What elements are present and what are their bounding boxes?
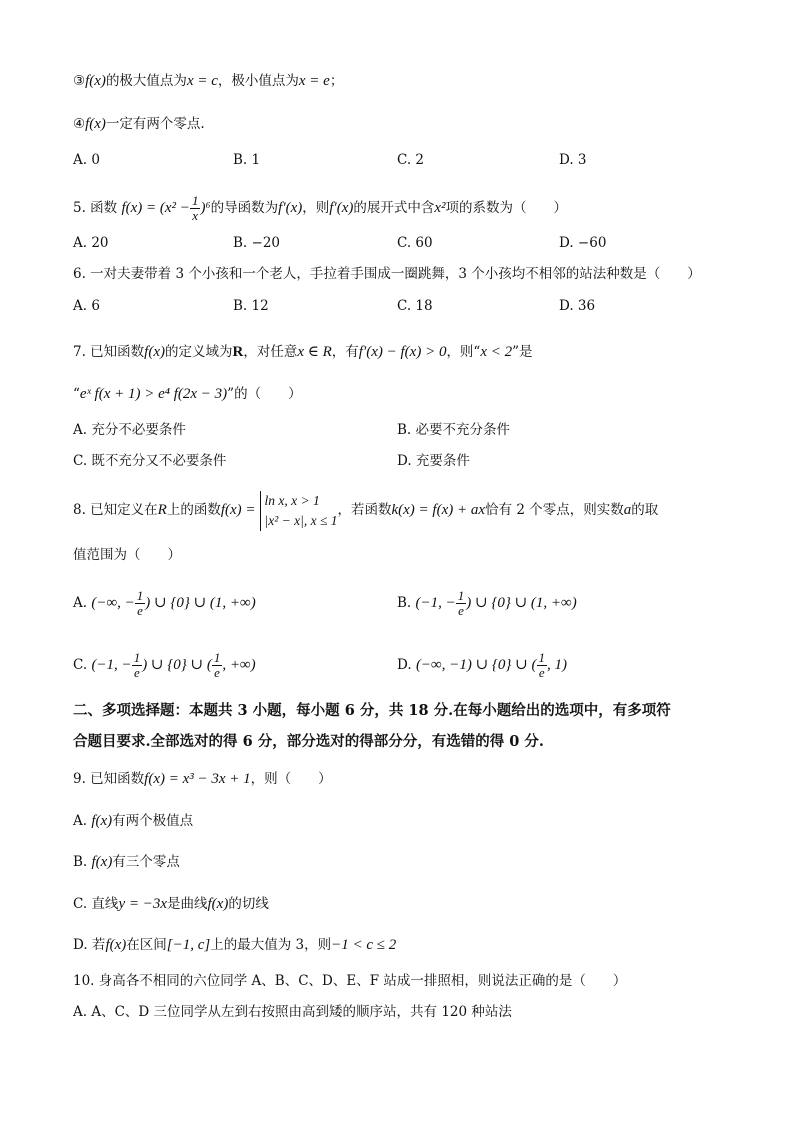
question-text: ”的（ ） — [227, 386, 302, 402]
math-expr: (−∞, −1) ∪ {0} ∪ ( — [415, 657, 537, 673]
q5-option-d: D. −60 — [559, 235, 607, 251]
math-expr: x = c — [186, 73, 218, 89]
math-expr: f′(x) — [278, 200, 303, 216]
fraction-denominator: e — [137, 603, 143, 618]
question-text: 的导函数为 — [210, 200, 279, 216]
math-expr: f(x) — [85, 73, 106, 89]
option-label: A. — [73, 813, 88, 829]
fraction-numerator: 1 — [213, 650, 221, 665]
math-expr: f(x) — [91, 813, 113, 829]
q6-option-b: B. 12 — [233, 298, 269, 314]
option-label: C. — [73, 657, 88, 673]
question-text: 上的函数 — [166, 502, 221, 518]
q8-option-c — [73, 650, 256, 680]
option-label: B. — [397, 595, 412, 611]
question-10: 10. 身高各不相同的六位同学 A、B、C、D、E、F 站成一排照相，则说法正确的是（ ） — [73, 973, 627, 989]
q6-option-d: D. 36 — [559, 298, 596, 314]
question-text: 5. 函数 — [73, 200, 118, 216]
question-text: ，对任意 — [243, 344, 298, 360]
math-expr: f(x) — [105, 937, 127, 953]
option-text: 在区间 — [126, 937, 167, 953]
question-text: ，若函数 — [337, 502, 392, 518]
fraction — [132, 651, 143, 680]
question-text: ，有 — [331, 344, 359, 360]
math-expr: R — [232, 344, 244, 360]
math-expr: f(x) = x³ − 3x + 1 — [144, 771, 251, 787]
math-expr: ) ∪ {0} ∪ (1, +∞) — [466, 595, 577, 611]
q4-option-c: C. 2 — [397, 152, 425, 168]
statement-label: ④ — [73, 116, 86, 132]
q5-option-a: A. 20 — [73, 235, 109, 251]
question-9 — [73, 769, 332, 789]
fraction — [537, 651, 548, 680]
option-text: 是曲线 — [167, 896, 208, 912]
fraction — [456, 589, 467, 618]
statement-label: ③ — [73, 73, 86, 89]
option-label: D. 若 — [73, 937, 106, 953]
question-text: 项的系数为（ ） — [445, 200, 568, 216]
question-7-cont — [73, 384, 302, 404]
question-6: 6. 一对夫妻带着 3 个小孩和一个老人，手拉着手围成一圈跳舞，3 个小孩均不相邻的站法种数是（ ） — [73, 266, 701, 282]
option-label: B. — [73, 854, 88, 870]
math-expr: (−1, − — [415, 595, 456, 611]
question-text: 7. 已知函数 — [73, 344, 145, 360]
q9-option-a — [73, 811, 193, 831]
math-expr: x < 2 — [480, 344, 513, 360]
fraction-numerator: 1 — [133, 650, 141, 665]
statement-4 — [73, 114, 205, 134]
math-expr: x = e — [298, 73, 330, 89]
question-8 — [73, 490, 658, 531]
question-text: 的定义域为 — [165, 344, 233, 360]
math-expr: k(x) = f(x) + ax — [391, 502, 486, 518]
piecewise-function — [260, 491, 338, 531]
fraction-denominator: e — [458, 603, 464, 618]
question-8-cont: 值范围为（ ） — [73, 547, 181, 563]
statement-text: 一定有两个零点. — [105, 116, 205, 132]
fraction — [135, 589, 146, 618]
q7-option-d: D. 充要条件 — [397, 453, 470, 469]
option-text: 上的最大值为 3，则 — [210, 937, 332, 953]
question-text: “ — [73, 386, 80, 402]
option-text: 的切线 — [228, 896, 269, 912]
q5-option-b: B. −20 — [233, 235, 280, 251]
fraction-numerator: 1 — [136, 588, 144, 603]
math-expr: f(x) — [85, 116, 106, 132]
q8-option-a — [73, 588, 256, 618]
q9-option-c — [73, 894, 269, 914]
question-text: ”是 — [512, 344, 533, 360]
option-text: 有两个极值点 — [112, 813, 194, 829]
q4-option-d: D. 3 — [559, 152, 587, 168]
math-expr: )⁶ — [200, 200, 211, 216]
question-text: ，则（ ） — [250, 771, 332, 787]
math-expr: y = −3x — [118, 896, 167, 912]
section-heading-line1: 二、多项选择题：本题共 3 小题，每小题 6 分，共 18 分.在每小题给出的选项中，有多项符 — [73, 702, 671, 719]
option-label: A. — [73, 595, 88, 611]
math-expr: a — [623, 502, 632, 518]
q8-option-d — [397, 650, 567, 680]
math-expr: ) ∪ {0} ∪ (1, +∞) — [145, 595, 256, 611]
question-5 — [73, 194, 567, 223]
option-label: C. 直线 — [73, 896, 119, 912]
fraction-numerator: 1 — [457, 588, 465, 603]
fraction-denominator: e — [134, 665, 140, 680]
fraction-denominator: e — [538, 665, 545, 680]
statement-text: ； — [329, 73, 344, 89]
math-expr: ) ∪ {0} ∪ ( — [142, 657, 212, 673]
math-expr: f(x) — [207, 896, 229, 912]
q9-option-b — [73, 852, 180, 872]
q4-option-b: B. 1 — [233, 152, 261, 168]
statement-text: 的极大值点为 — [105, 73, 187, 89]
option-label: D. — [397, 657, 412, 673]
math-expr: f(x) = — [220, 502, 256, 518]
q7-option-a: A. 充分不必要条件 — [73, 422, 186, 438]
fraction — [212, 651, 223, 680]
math-expr: (−1, − — [91, 657, 132, 673]
question-text: 恰有 2 个零点，则实数 — [485, 502, 624, 518]
q6-option-a: A. 6 — [73, 298, 100, 314]
math-expr: f′(x) − f(x) > 0 — [358, 344, 447, 360]
question-text: 9. 已知函数 — [73, 771, 145, 787]
q7-option-b: B. 必要不充分条件 — [397, 422, 511, 438]
question-text: ，则 — [302, 200, 330, 216]
fraction-denominator: e — [214, 665, 220, 680]
section-heading-line2: 合题目要求.全部选对的得 6 分，部分选对的得部分分，有选错的得 0 分. — [73, 733, 544, 750]
fraction — [190, 194, 201, 223]
q7-option-c: C. 既不充分又不必要条件 — [73, 453, 227, 469]
statement-text: ，极小值点为 — [217, 73, 299, 89]
math-expr: , +∞) — [222, 657, 256, 673]
math-expr: R — [157, 502, 167, 518]
q5-option-c: C. 60 — [397, 235, 433, 251]
piecewise-case: |x² − x|, x ≤ 1 — [264, 512, 338, 528]
q10-option-a: A. A、C、D 三位同学从左到右按照由高到矮的顺序站，共有 120 种站法 — [73, 1004, 512, 1020]
question-text: 8. 已知定义在 — [73, 502, 158, 518]
statement-3 — [73, 71, 343, 91]
math-expr: f(x) — [144, 344, 165, 360]
fraction-numerator: 1 — [191, 193, 199, 208]
math-expr: f(x) = (x² − — [121, 200, 190, 216]
q6-option-c: C. 18 — [397, 298, 433, 314]
math-expr: x ∈ R — [297, 344, 332, 360]
question-text: ，则“ — [446, 344, 481, 360]
option-text: 有三个零点 — [112, 854, 180, 870]
math-expr: , 1) — [547, 657, 567, 673]
piecewise-case: ln x, x > 1 — [264, 492, 320, 508]
fraction-denominator: x — [192, 208, 199, 223]
q9-option-d — [73, 935, 396, 955]
question-text: 的展开式中含 — [353, 200, 435, 216]
q8-option-b — [397, 588, 577, 618]
math-expr: (−∞, − — [91, 595, 135, 611]
math-expr: −1 < c ≤ 2 — [331, 937, 397, 953]
math-expr: x² — [434, 200, 446, 216]
question-7 — [73, 342, 533, 362]
question-text: 的取 — [631, 502, 659, 518]
math-expr: [−1, c] — [166, 937, 211, 953]
math-expr: f′(x) — [329, 200, 354, 216]
fraction-numerator: 1 — [538, 650, 545, 665]
q4-option-a: A. 0 — [73, 152, 100, 168]
math-expr: eˣ f(x + 1) > e⁴ f(2x − 3) — [79, 386, 228, 402]
math-expr: f(x) — [91, 854, 113, 870]
